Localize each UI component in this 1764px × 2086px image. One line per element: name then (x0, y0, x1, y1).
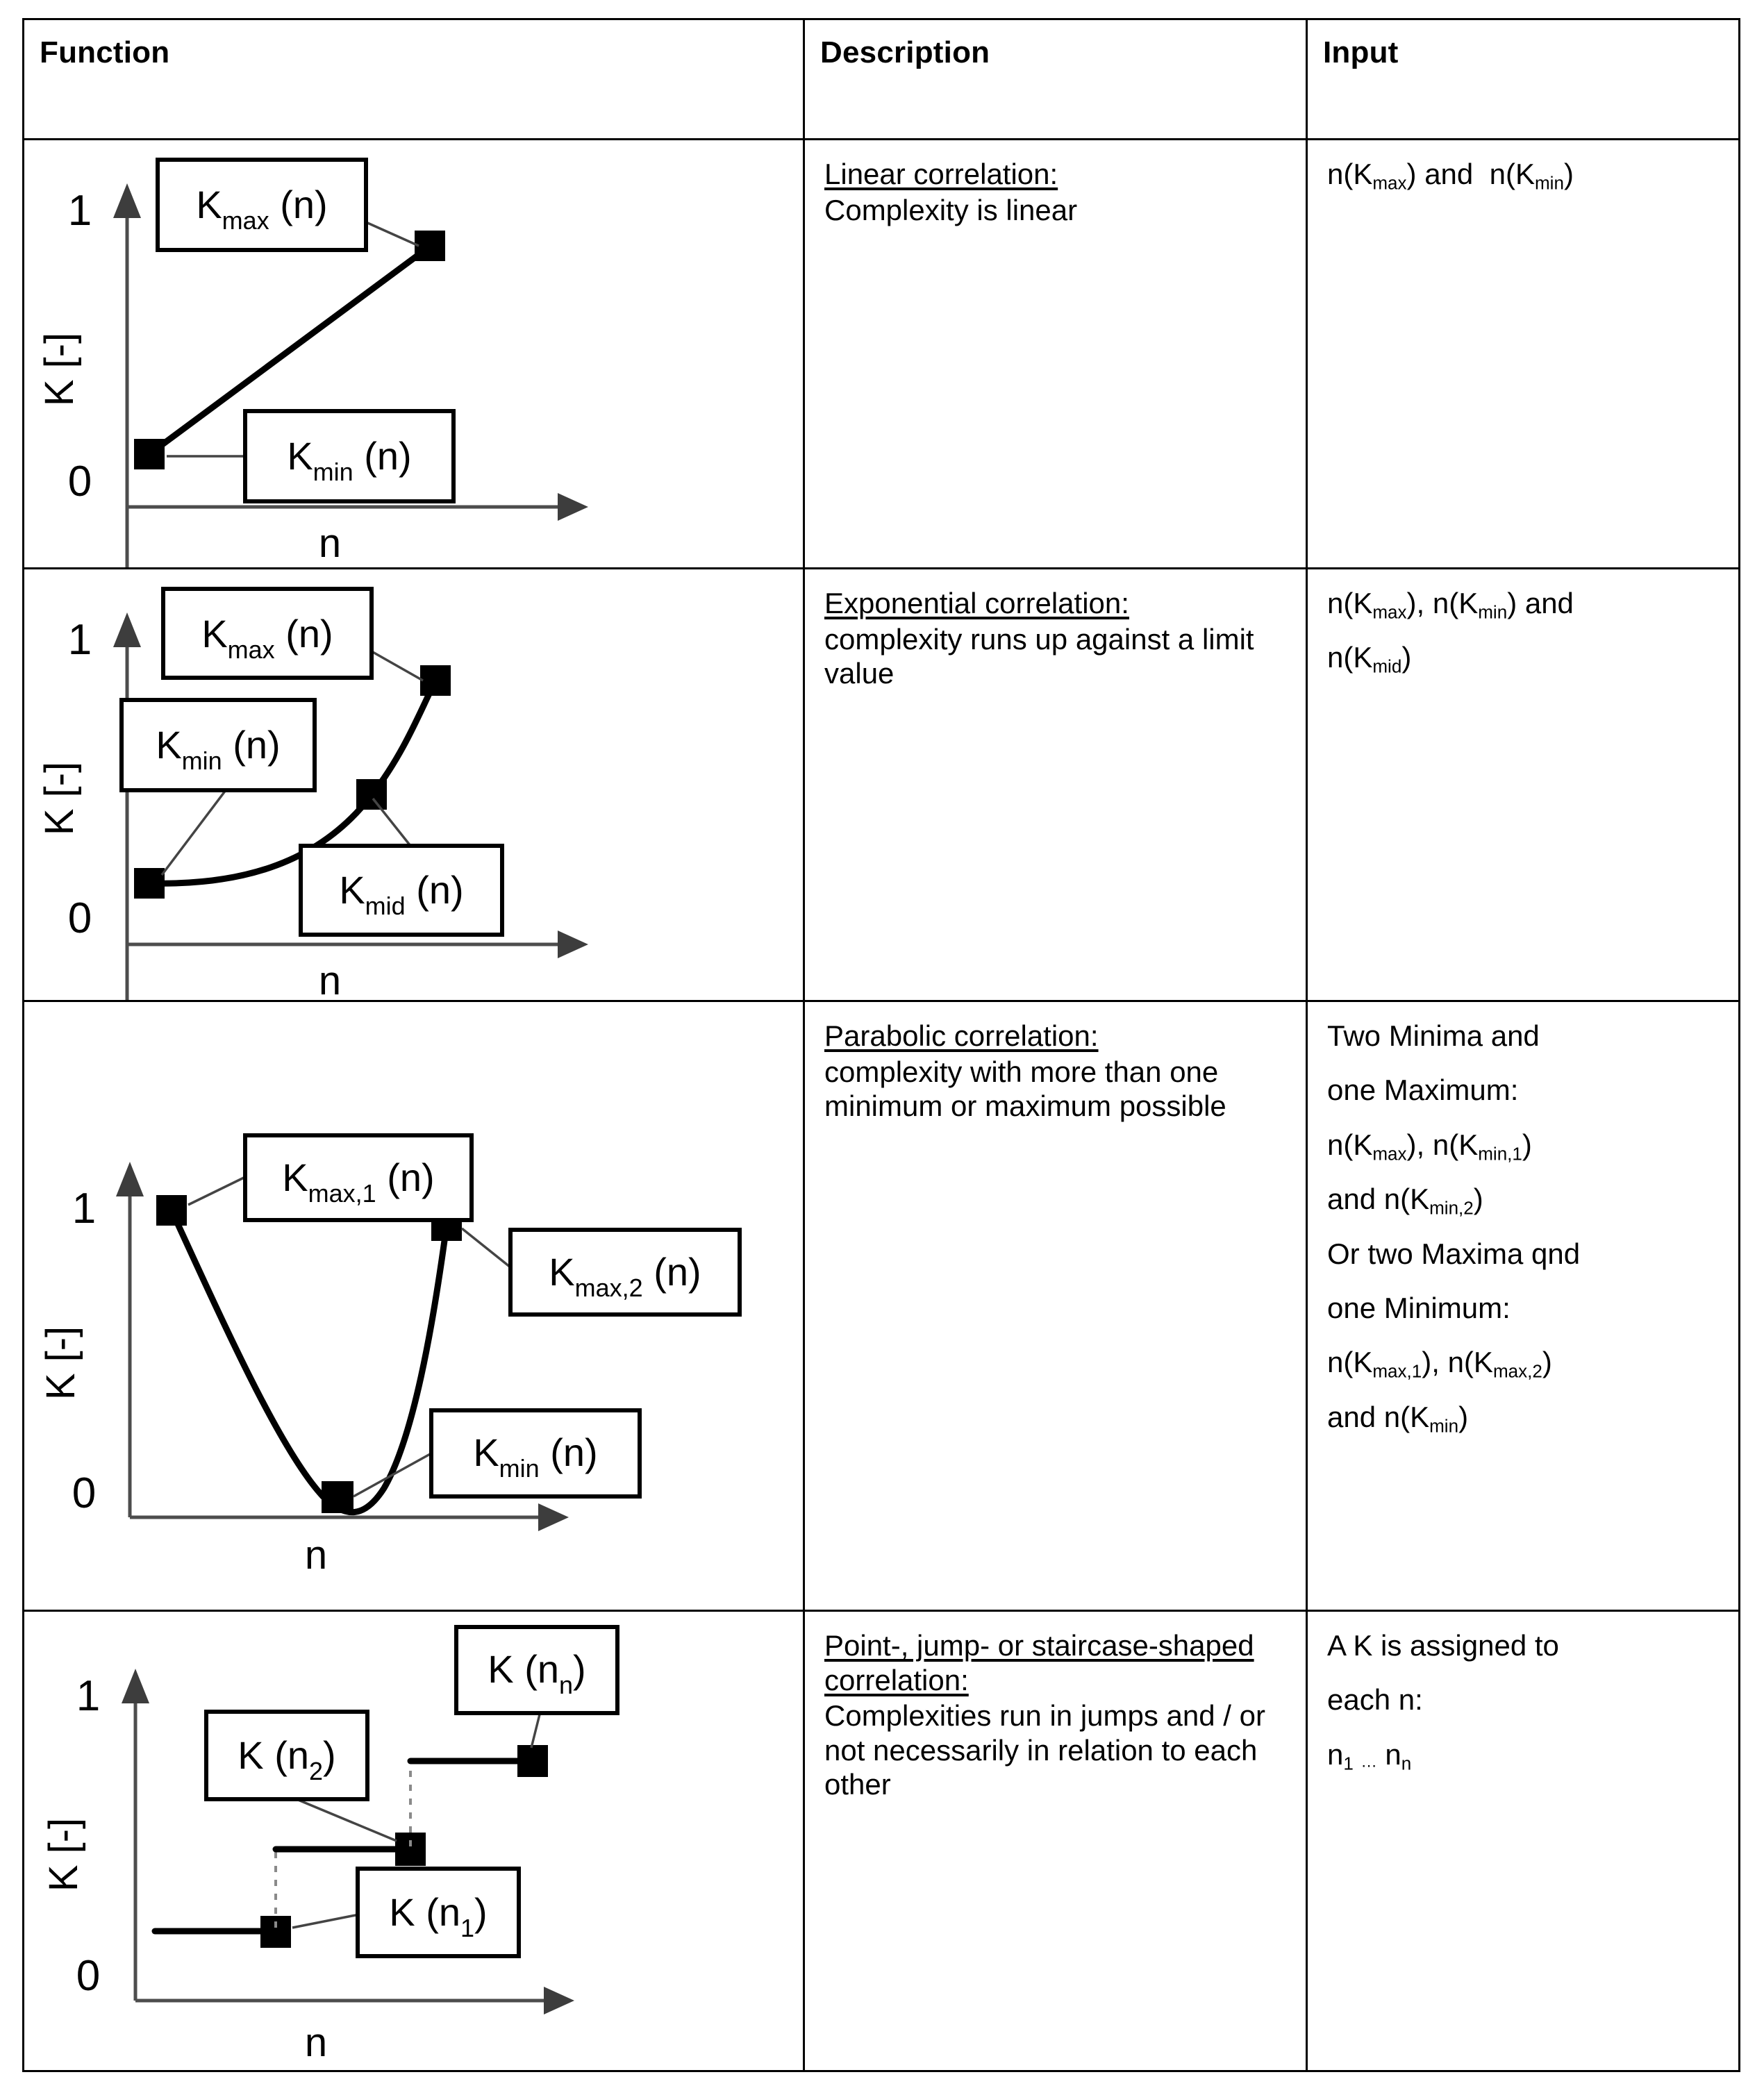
callout-label-kmax: $K_{max}$ (n) (201, 612, 333, 664)
input-cell-parabolic (1307, 1001, 1740, 1611)
leader-kmax1 (188, 1177, 245, 1205)
callout-label-kmin: $K_{min}$ (n) (156, 723, 281, 775)
chart-staircase (24, 1612, 803, 2070)
input-line: A K is assigned to (1327, 1629, 1559, 1662)
y-axis-label: K [-] (37, 332, 82, 407)
description-body: Complexities run in jumps and / or not necessarily in relation to each other (824, 1699, 1265, 1801)
callout-label-kmid: $K_{mid}$ (n) (339, 868, 464, 920)
input-line: $n(K_{max,1})$, $n(K_{max,2})$ (1327, 1346, 1552, 1382)
data-point-kmax1 (156, 1195, 187, 1226)
input-line: and $n(K_{min,2})$ (1327, 1183, 1483, 1219)
y-axis-arrowhead (113, 183, 141, 218)
y-tick-0: 0 (76, 1952, 101, 2000)
callout-label-kmax: $K_{max}$ (n) (196, 183, 328, 235)
y-tick-1: 1 (67, 616, 92, 664)
y-axis-arrowhead (116, 1162, 144, 1196)
data-point-kn1 (260, 1916, 291, 1948)
chart-staircase-svg (24, 1612, 805, 2070)
leader-kmax (372, 651, 423, 681)
function-cell-parabolic (24, 1001, 804, 1611)
x-axis-label: n (318, 521, 342, 566)
input-line: $n(K_{max})$ and $n(K_{min})$ (1327, 158, 1574, 194)
header-cell-function (24, 19, 804, 140)
callout-label-kmin: $K_{min}$ (n) (287, 434, 412, 486)
x-axis-label: n (304, 1533, 328, 1578)
callout-label-kn2: K $(n_2)$ (238, 1733, 336, 1785)
column-header-input: Input (1323, 35, 1399, 69)
correlation-types-table (22, 18, 1740, 2072)
callout-label-kn1: K $(n_1)$ (389, 1890, 488, 1942)
description-body: Complexity is linear (824, 193, 1078, 226)
table-row (24, 1001, 1740, 1611)
input-text-exponential (1308, 569, 1738, 708)
header-cell-input (1307, 19, 1740, 140)
leader-kmin (353, 1453, 431, 1496)
callout-label-kmax1: $K_{max,1}$ (n) (282, 1155, 435, 1208)
description-body: complexity runs up against a limit value (824, 622, 1254, 690)
description-cell-staircase (804, 1611, 1307, 2071)
leader-kn2 (297, 1799, 397, 1841)
input-line: Or two Maxima qnd (1327, 1237, 1581, 1270)
leader-kmin (162, 790, 226, 875)
data-point-kmax (420, 665, 451, 696)
data-point-kmax (415, 231, 445, 261)
description-cell-parabolic (804, 1001, 1307, 1611)
y-axis-label: K [-] (37, 761, 82, 836)
description-body: complexity with more than one minimum or maximum possible (824, 1055, 1226, 1123)
leader-kmid (373, 799, 410, 846)
description-text-exponential (805, 569, 1306, 703)
leader-kmax2 (462, 1228, 510, 1267)
data-point-kn2 (395, 1833, 426, 1866)
x-axis-arrowhead (544, 1987, 574, 2014)
input-cell-staircase (1307, 1611, 1740, 2071)
description-cell-linear (804, 140, 1307, 569)
description-cell-exponential (804, 569, 1307, 1001)
y-tick-0: 0 (67, 894, 92, 942)
input-cell-linear (1307, 140, 1740, 569)
data-point-knn (517, 1745, 548, 1777)
input-cell-exponential (1307, 569, 1740, 1001)
x-axis-label: n (318, 958, 342, 1000)
y-axis-arrowhead (122, 1669, 149, 1703)
callout-box-kmin (431, 1410, 640, 1496)
callout-label-knn: K $(n_n)$ (488, 1647, 586, 1699)
chart-exponential (24, 569, 803, 1000)
y-tick-0: 0 (72, 1469, 97, 1517)
chart-linear-svg (24, 140, 805, 567)
callout-box-kmin (122, 700, 315, 790)
description-text-staircase (805, 1612, 1306, 1814)
function-cell-staircase (24, 1611, 804, 2071)
input-text-parabolic (1308, 1002, 1738, 1467)
leader-knn (531, 1714, 540, 1748)
callout-box-kmid (301, 846, 502, 935)
description-title: Linear correlation: (824, 158, 1058, 190)
callout-box-kmin (245, 411, 454, 501)
x-axis-label: n (304, 2020, 328, 2065)
data-point-kmin (134, 439, 165, 469)
x-axis-arrowhead (538, 1503, 569, 1531)
data-point-kmin (322, 1481, 353, 1513)
table-row (24, 569, 1740, 1001)
input-line: each n: (1327, 1683, 1423, 1717)
input-line: Two Minima and (1327, 1019, 1540, 1052)
description-text-linear (805, 140, 1306, 240)
data-point-kmin (134, 868, 165, 899)
chart-parabolic (24, 1002, 803, 1610)
y-axis-label: K [-] (41, 1817, 86, 1892)
chart-exponential-svg (24, 569, 805, 1000)
callout-box-kmax (158, 160, 366, 250)
input-text-linear (1308, 140, 1738, 204)
table-row (24, 1611, 1740, 2071)
y-tick-1: 1 (76, 1672, 101, 1720)
chart-parabolic-svg (24, 1002, 805, 1610)
input-line: $n_1$ ... $n_n$ (1327, 1737, 1412, 1774)
input-text-staircase (1308, 1612, 1738, 1804)
callout-label-kmin: $K_{min}$ (n) (473, 1430, 598, 1483)
input-line: $n(K_{max})$, $n(K_{min})$ and (1327, 587, 1574, 623)
function-cell-linear (24, 140, 804, 569)
callout-label-kmax2: $K_{max,2}$ (n) (549, 1250, 701, 1302)
x-axis-arrowhead (558, 931, 588, 958)
y-axis-arrowhead (113, 612, 141, 647)
x-axis-arrowhead (558, 493, 588, 521)
y-axis-label: K [-] (38, 1326, 83, 1401)
input-line: $n(K_{max})$, $n(K_{min,1})$ (1327, 1128, 1532, 1165)
input-line: $n(K_{mid})$ (1327, 641, 1412, 677)
description-title: Exponential correlation: (824, 587, 1129, 619)
header-cell-description (804, 19, 1307, 140)
callout-box-kmax (163, 589, 372, 678)
table-row (24, 140, 1740, 569)
y-tick-1: 1 (72, 1185, 97, 1233)
function-cell-exponential (24, 569, 804, 1001)
y-tick-0: 0 (67, 458, 92, 506)
column-header-description: Description (820, 35, 990, 69)
input-line: one Maximum: (1327, 1074, 1519, 1107)
leader-kmax (366, 222, 419, 246)
input-line: one Minimum: (1327, 1291, 1511, 1324)
leader-kn1 (292, 1914, 359, 1928)
description-title: Parabolic correlation: (824, 1019, 1099, 1052)
description-text-parabolic (805, 1002, 1306, 1136)
input-line: and $n(K_{min})$ (1327, 1400, 1469, 1437)
chart-linear (24, 140, 803, 567)
description-title: Point-, jump- or staircase-shaped correlation: (824, 1629, 1254, 1696)
column-header-function: Function (40, 35, 170, 69)
y-tick-1: 1 (67, 187, 92, 235)
data-point-kmid (356, 779, 387, 810)
table-header-row (24, 19, 1740, 140)
